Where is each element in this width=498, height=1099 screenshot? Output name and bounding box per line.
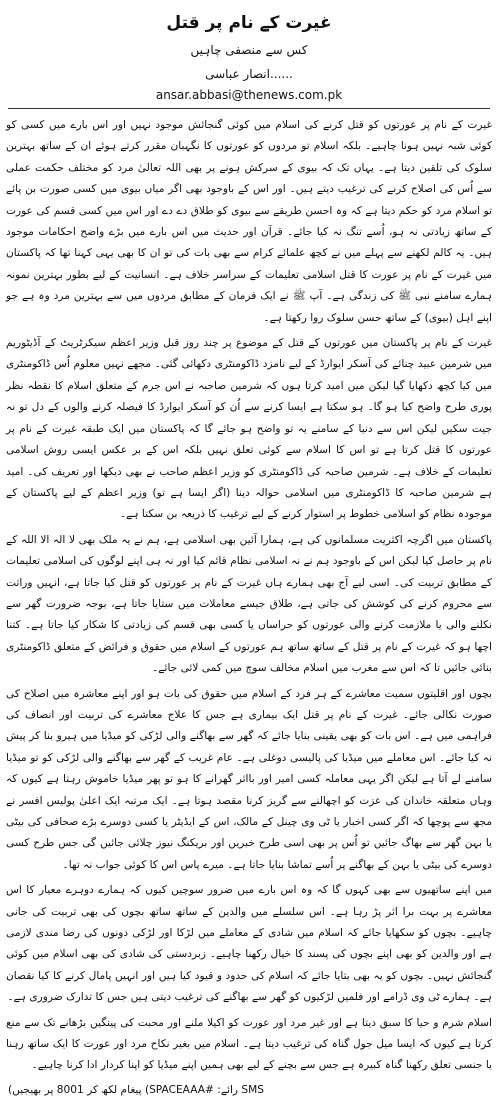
header-divider (8, 108, 490, 109)
column-title: غیرت کے نام پر قتل (166, 13, 332, 33)
author-byline: ......انصار عباسی (205, 67, 293, 81)
paragraph: پاکستان میں اگرچہ اکثریت مسلمانوں کی ہے، ہمارا آئین بھی اسلامی ہے، ہم نے یہ ملک بھی لا الہ الا اللہ کے نام پر حاصل کیا لیکن اس کے باوجود ہم نے نہ اسلامی نظام قائم کیا اور نہ ہی اپنے لوگوں کی اسلامی تعلیمات کے مطابق تربیت کی۔ اسی لیے آج بھی ہمارے ہاں غیرت کے نام پر عورتوں کو قتل کیا جاتا ہے، انہیں وراثت سے محروم کرنے کی کوشش کی جاتی ہے، طلاق جیسے معاملات میں ستایا جاتا ہے، بوجہ ضرورت گھر سے نکلنے والی یا ملازمت کرنے والی عورتوں کو حراساں یا کسی بھی قسم کی زیادتی کا شکار کیا جاتا ہے۔ کتنا اچھا ہو کہ غیرت کے نام پر قتل کے ساتھ ساتھ ہم عورتوں کے اسلام میں حقوق و فرائض کے متعلق ڈاکومنٹری بنائی جائیں تا کہ اس سے مغرب میں اسلام مخالف سوچ میں کمی لائی جائے۔ (6, 533, 492, 675)
article-body (6, 115, 492, 1077)
sms-feedback-line: SMS رائے: #SPACEAAA) پیغام لکھ کر 8001 پر بھیجیں) (8, 1083, 264, 1096)
column-name: کس سے منصفی چاہیں (190, 43, 308, 57)
paragraph: میں اپنے ساتھیوں سے بھی کہوں گا کہ وہ اس بارے میں ضرور سوچیں کیوں کہ ہمارے دوہرے معیار کا اس معاشرے پر بہت برا اثر پڑ رہا ہے۔ اس سلسلے میں والدین کے ساتھ ساتھ بچوں کی بھی تربیت کی جانی چاہیے۔ بچوں کو سکھایا جائے کہ اسلام میں شادی کے معاملے میں لڑکا اور لڑکی دونوں کی رضا مندی لازمی ہے اور والدین کو بھی اپنے بچوں کی پسند کا خیال رکھنا چاہیے۔ زبردستی کی شادی کی بھی اسلام میں کوئی گنجائش نہیں۔ بچوں کو یہ بھی بتایا جائے کہ اسلام کی حدود و قیود کیا ہیں اور انہیں پامال کرنے کا کیا نقصان ہے۔ ہمارے ٹی وی ڈرامے اور فلمیں لڑکیوں کو گھر سے بھاگنے کی ترغیب دیتی ہیں جس کا تدارک ضروری ہے۔ (6, 884, 492, 1004)
paragraph: اسلام شرم و حیا کا سبق دیتا ہے اور غیر مرد اور عورت کو اکیلا ملنے اور محبت کی پینگیں بڑھانے تک سے منع کرتا ہے کیوں کہ ایسا میل جول گناہ کی ترغیب دیتا ہے۔ اسلام میں بغیر نکاح مرد اور عورت کا ایک ساتھ رہنا یا جنسی تعلق رکھنا گناہ کبیرہ ہے جس سے بچنے کے لیے بھی ہمیں اپنے میڈیا کو اپنا کردار ادا کرنا چاہیے۔ (6, 1016, 492, 1072)
column-header (6, 10, 492, 104)
paragraph: بچوں اور اقلیتوں سمیت معاشرے کے ہر فرد کے اسلام میں حقوق کی بات ہو اور اپنے معاشرہ میں اصلاح کی صورت نکالی جائے۔ غیرت کے نام پر قتل ایک بیماری ہے جس کا علاج معاشرے کی تربیت اور انصاف کی فراہمی میں ہے۔ اس بات کو بھی یقینی بنایا جائے کہ گھر سے بھاگنے والی لڑکی کو میڈیا میں ہیرو بنا کر پیش نہ کیا جائے۔ اس معاملے میں میڈیا کی پالیسی دوغلی ہے۔ عام غریب کے گھر سے بھاگنے والی لڑکی کو تو میڈیا سامنے لے آتا ہے لیکن اگر یہی معاملہ کسی امیر اور بااثر گھرانے کا ہو تو پھر میڈیا خاموش رہتا ہے کیوں کہ وہاں متعلقہ خاندان کی عزت کو اچھالنے سے گریز کرنا مقصد ہوتا ہے۔ ایک مرتبہ ایک اعلیٰ پولیس افسر نے مجھ سے پوچھا کہ اگر کسی اخبار یا ٹی وی چینل کے مالک، اس کے ایڈیٹر یا کسی دوسرے بڑے صحافی کی بیٹی یا بہن گھر سے بھاگ جائیں تو اُس پر بھی اسی طرح خبریں اور بریکنگ نیوز چلائی جائیں گی جس طرح کسی دوسرے کی بیٹی یا بہن کے بھاگنے پر اُسے تماشا بنایا جاتا ہے۔ میرے پاس اس کا کوئی جواب نہ تھا۔ (6, 687, 492, 871)
author-email[interactable]: ansar.abbasi@thenews.com.pk (155, 88, 343, 102)
paragraph: غیرت کے نام پر عورتوں کو قتل کرنے کی اسلام میں کوئی گنجائش موجود نہیں اور اس بارے میں کسی کو کوئی شبہ نہیں ہونا چاہیے۔ بلکہ اسلام تو مردوں کو عورتوں کا نگہبان مقرر کرتے ہوئے ان کے ساتھ بہترین سلوک کی تلقین دیتا ہے۔ یہاں تک کہ بیوی کے سرکش ہونے پر بھی اللہ تعالیٰ مرد کو مختلف حکمت عملی سے اُس کی اصلاح کرنے کی ترغیب دیتے ہیں۔ اور اس کے باوجود بھی اگر میاں بیوی میں کسی صورت بن پائے تو اسلام مرد کو حکم دیتا ہے کہ وہ احسن طریقے سے بیوی کو طلاق دے دے اور اس میں کسی قسم کی عورت کے ساتھ زیادتی نہ ہو، اُسے تنگ نہ کیا جائے۔ قرآن اور حدیث میں اس بارے میں بڑے واضح احکامات موجود ہیں۔ یہ کالم لکھنے سے پہلے میں نے کچھ علمائے کرام سے بھی بات کی تو ان کا بھی یہی کہنا تھا کہ پاکستان میں غیرت کے نام پر عورت کا قتل اسلامی تعلیمات کے سراسر خلاف ہے۔ انسانیت کے لیے بطور بہترین نمونہ ہمارے سامنے نبی ﷺ کی زندگی ہے۔ آپ ﷺ نے ایک فرمان کے مطابق مردوں میں سے بہترین مرد وہ ہے جو اپنے اہل (بیوی) کے ساتھ حسن سلوک روا رکھتا ہے۔ (6, 119, 492, 324)
paragraph: غیرت کے نام پر پاکستان میں عورتوں کے قتل کے موضوع پر چند روز قبل وزیر اعظم سیکرٹریٹ کے آڈیٹوریم میں شرمین عبید چنائے کی آسکر ایوارڈ کے لیے نامزد ڈاکومنٹری دکھائی گئی۔ مجھے نہیں معلوم اُس ڈاکومنٹری میں کیا کچھ دکھایا گیا لیکن میں امید کرتا ہوں کہ شرمین صاحبہ نے اس جرم کے متعلق اسلام کا نقطہ نظر پوری طرح واضح کیا ہو گا۔ ہو سکتا ہے ایسا کرنے سے اُن کو آسکر ایوارڈ کا فیصلہ کرنے والوں کے دل تو نہ جیت سکیں لیکن اس سے دنیا کے سامنے یہ تو واضح ہو جائے گا کہ پاکستان میں ایک طبقہ غیرت کے نام پر عورتوں کا قتل کرتا ہے تو اس کا اسلام سے کوئی تعلق نہیں بلکہ اس کے بر عکس ایسی روش اسلامی تعلیمات کے خلاف ہے۔ شرمین صاحبہ کی ڈاکومنٹری کو وزیر اعظم صاحب نے بھی دیکھا اور تعریف کی۔ امید ہے شرمین صاحبہ کا ڈاکومنٹری میں اسلامی حوالہ دینا (اگر ایسا ہے تو) وزیر اعظم کے لیے پاکستان کے موجودہ نظام کو اسلامی خطوط پر استوار کرنے کے لیے ترغیب کا ذریعہ بن سکتا ہے۔ (6, 337, 492, 521)
